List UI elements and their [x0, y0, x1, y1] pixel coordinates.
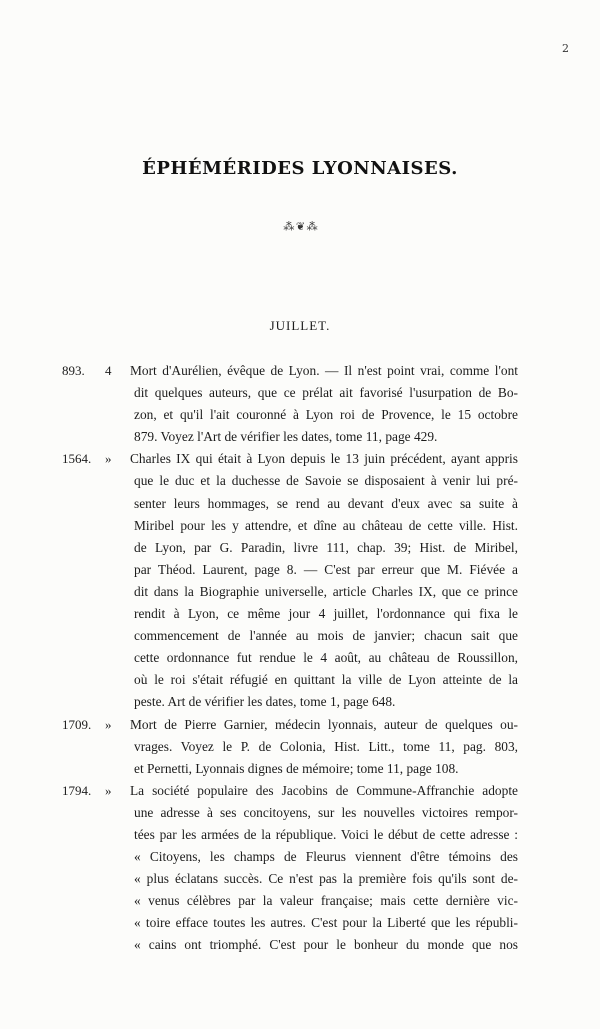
entry-line: cette ordonnance fut rendue le 4 août, au château de Roussillon, — [134, 650, 518, 666]
entry-year: 893. — [62, 363, 85, 378]
entry-year: 1709. — [62, 716, 92, 732]
entry-line: tées par les armées de la république. Voici le début de cette adresse : — [134, 826, 518, 842]
entry-line: « toire efface toutes les autres. C'est pour la Liberté que les républi- — [134, 915, 518, 931]
entry-text — [0, 448, 600, 713]
entry-1564 — [0, 448, 600, 713]
entry-line: de Lyon, par G. Paradin, livre 111, chap. 39; Hist. de Miribel, — [134, 539, 518, 555]
entry-line: senter leurs hommages, se rend au devant d'eux avec sa suite à — [134, 495, 518, 511]
entry-line: zon, et qu'il l'ait couronné à Lyon roi de Provence, le 15 octobre — [134, 407, 518, 423]
month-heading: JUILLET. — [269, 318, 331, 333]
entry-year: 1794. — [62, 782, 92, 798]
entry-line: dit quelques auteurs, que ce prélat ait favorisé l'usurpation de Bo- — [134, 385, 518, 401]
entry-year: 1564. — [62, 451, 92, 467]
entry-line: où le roi s'était réfugié en quittant la ville de Lyon atteinte de la — [134, 672, 518, 688]
entry-day: » — [105, 451, 112, 467]
entry-1709 — [0, 714, 600, 780]
entry-line: Miribel pour les y attendre, et dîne au château de cette ville. Hist. — [134, 517, 518, 533]
entries-list — [0, 360, 600, 957]
entry-line: Mort de Pierre Garnier, médecin lyonnais, auteur de quelques ou- — [130, 716, 518, 732]
entry-893 — [0, 360, 600, 448]
entry-day: » — [105, 782, 112, 798]
entry-line: Mort d'Aurélien, évêque de Lyon. — Il n'est point vrai, comme l'ont — [130, 363, 518, 378]
entry-text — [0, 780, 600, 957]
entry-day: 4 — [105, 363, 112, 378]
entry-line: « Citoyens, les champs de Fleurus viennent d'être témoins des — [134, 849, 518, 865]
page-title: ÉPHÉMÉRIDES LYONNAISES. — [142, 158, 458, 179]
entry-line: commencement de l'année au mois de janvier; chacun sait que — [134, 628, 518, 644]
entry-line: « venus célèbres par la valeur française; mais cette dernière vic- — [134, 893, 518, 909]
entry-line: peste. Art de vérifier les dates, tome 1, page 648. — [134, 694, 396, 710]
entry-line: « plus éclatans succès. Ce n'est pas la première fois qu'ils sont de- — [134, 871, 518, 887]
entry-line: « cains ont triomphé. C'est pour le bonheur du monde que nos — [134, 937, 518, 953]
page-corner-mark: 2 — [562, 42, 569, 55]
entry-line: Charles IX qui était à Lyon depuis le 13 juin précédent, ayant appris — [130, 451, 518, 467]
entry-day: » — [105, 716, 112, 732]
entry-line: La société populaire des Jacobins de Commune-Affranchie adopte — [130, 782, 518, 798]
entry-1794 — [0, 780, 600, 957]
entry-line: 879. Voyez l'Art de vérifier les dates, tome 11, page 429. — [134, 429, 438, 445]
entry-line: et Pernetti, Lyonnais dignes de mémoire; tome 11, page 108. — [134, 760, 459, 776]
entry-line: vrages. Voyez le P. de Colonia, Hist. Litt., tome 11, pag. 803, — [134, 738, 518, 754]
entry-line: dit dans la Biographie universelle, article Charles IX, que ce prince — [134, 583, 518, 599]
entry-line: rendit à Lyon, ce même jour 4 juillet, l'ordonnance qui fixa le — [134, 606, 518, 622]
entry-line: que le duc et la duchesse de Savoie se disposaient à venir lui pré- — [134, 473, 518, 489]
entry-line: par Théod. Laurent, page 8. — C'est par erreur que M. Fiévée a — [134, 561, 518, 577]
fleuron-ornament-icon: ⁂ ❦ ⁂ — [283, 220, 317, 233]
entry-line: une adresse à ses concitoyens, sur les nouvelles victoires rempor- — [134, 804, 518, 820]
